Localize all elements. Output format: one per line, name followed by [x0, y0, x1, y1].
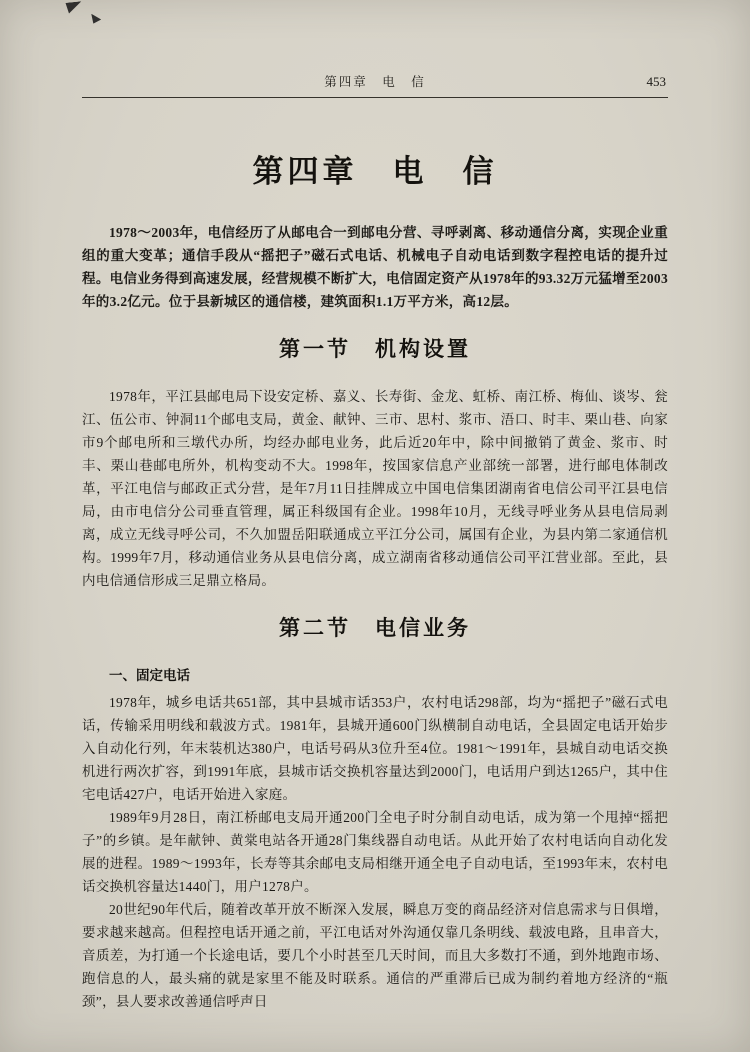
section-2-paragraph: 20世纪90年代后，随着改革开放不断深入发展，瞬息万变的商品经济对信息需求与日俱增，要求越来越高。但程控电话开通之前，平江电话对外沟通仅靠几条明线、载波电路，且串音大，音质差，为打通一个长途电话，要几个小时甚至几天时间，而且大多数打不通，到外地跑市场、跑信息的人，最头痛的就是家里不能及时联系。通信的严重滞后已成为制约着地方经济的“瓶颈”，县人要求改善通信呼声日: [82, 902, 668, 1009]
page-content: [0, 146, 750, 1013]
section-2-heading: 第二节 电信业务: [279, 617, 471, 640]
section-1-paragraph: 1978年，平江县邮电局下设安定桥、嘉义、长寿街、金龙、虹桥、南江桥、梅仙、谈岑、瓮江、伍公市、钟洞11个邮电支局，黄金、献钟、三市、思村、浆市、浯口、时丰、栗山巷、向家市9个邮电所和三墩代办所，均经办邮电业务，此后近20年中，除中间撤销了黄金、浆市、时丰、栗山巷邮电所外，机构变动不大。1998年，按国家信息产业部统一部署，进行邮电体制改革，平江电信与邮政正式分营，是年7月11日挂牌成立中国电信集团湖南省电信公司平江县电信局，由市电信分公司垂直管理，属正科级国有企业。1998年10月，无线寻呼业务从县电信局剥离，成立无线寻呼公司，不久加盟岳阳联通成立平江分公司，属国有企业，为县内第二家通信机构。1999年7月，移动通信业务从县电信分离，成立湖南省移动通信公司平江营业部。至此，县内电信通信形成三足鼎立格局。: [82, 389, 668, 588]
section-2-paragraph: 1978年，城乡电话共651部，其中县城市话353户，农村电话298部，均为“摇把子”磁石式电话，传输采用明线和载波方式。1981年，县城开通600门纵横制自动电话，全县固定电话开始步入自动化行列，年末装机达380户，电话号码从3位升至4位。1981～1991年，县城自动电话交换机进行两次扩容，到1991年底，县城市话交换机容量达到2000门，电话用户到达1265户，其中住宅电话427户，电话开始进入家庭。: [82, 695, 668, 802]
chapter-title: 第四章 电 信: [252, 154, 498, 189]
subsection-heading-fixed-telephone: 一、固定电话: [109, 668, 190, 683]
section-1-heading: 第一节 机构设置: [279, 338, 471, 361]
page-number: 453: [646, 74, 666, 89]
running-header: [82, 0, 668, 98]
section-2-paragraph: 1989年9月28日，南江桥邮电支局开通200门全电子时分制自动电话，成为第一个甩掉“摇把子”的乡镇。是年献钟、黄棠电站各开通28门集线器自动电话。从此开始了农村电话向自动化发展的进程。1989～1993年，长寿等其余邮电支局相继开通全电子自动电话，至1993年末，农村电话交换机容量达1440门，用户1278户。: [82, 810, 668, 894]
running-header-chapter: 第四章 电 信: [324, 75, 426, 89]
chapter-intro-paragraph: 1978～2003年，电信经历了从邮电合一到邮电分营、寻呼剥离、移动通信分离，实现企业重组的重大变革；通信手段从“摇把子”磁石式电话、机械电子自动电话到数字程控电话的提升过程。电信业务得到高速发展，经营规模不断扩大，电信固定资产从1978年的93.32万元猛增至2003年的3.2亿元。位于县新城区的通信楼，建筑面积1.1万平方米，高12层。: [82, 225, 668, 309]
scan-artifact-icon: [65, 1, 82, 14]
